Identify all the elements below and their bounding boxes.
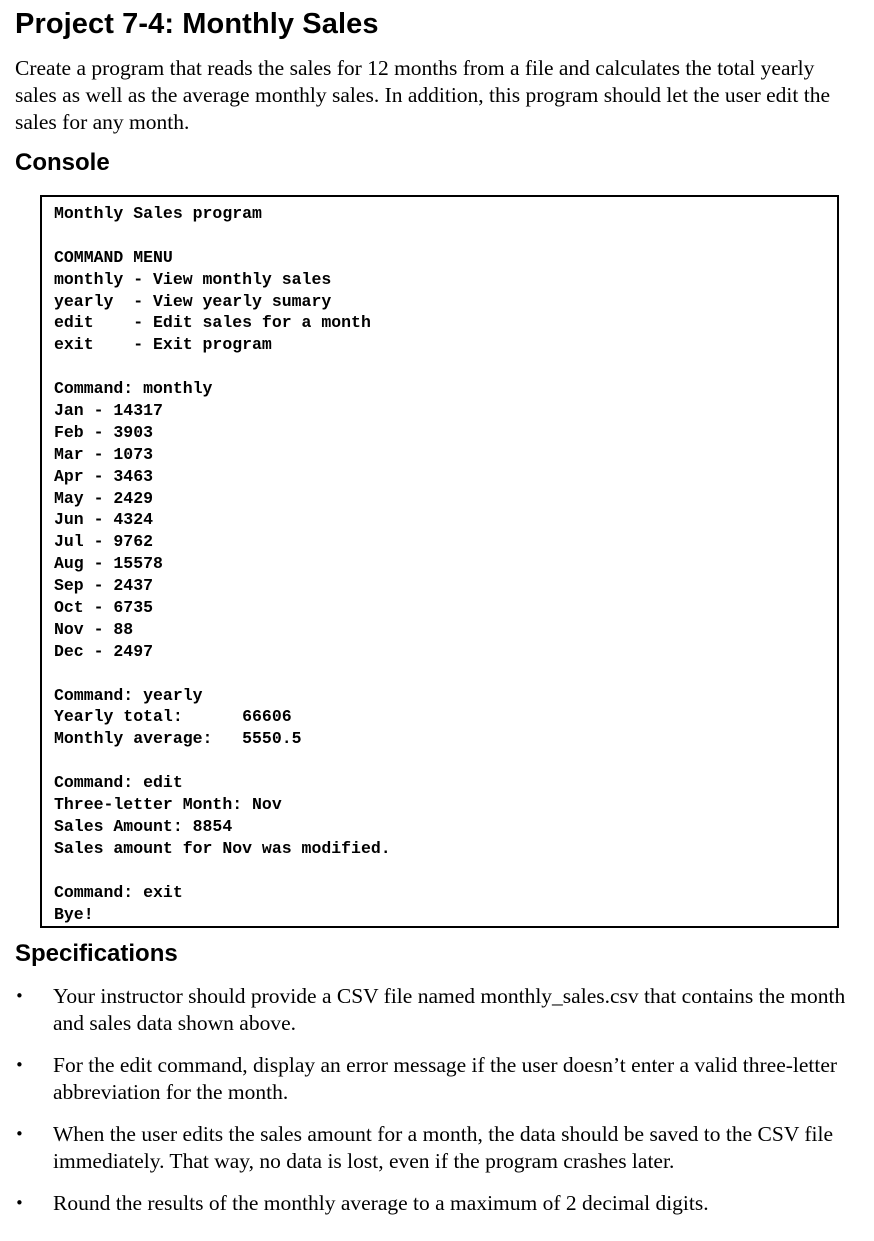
- console-line: Three-letter Month: Nov: [54, 795, 282, 815]
- bullet-icon: •: [15, 1125, 24, 1143]
- console-line: Aug - 15578: [54, 554, 163, 574]
- console-heading: Console: [15, 149, 110, 176]
- specification-item: [15, 983, 865, 1037]
- console-line: Monthly average: 5550.5: [54, 729, 302, 749]
- console-line: monthly - View monthly sales: [54, 269, 332, 289]
- console-line: Sales Amount: 8854: [54, 816, 233, 836]
- console-line: Yearly total: 66606: [54, 707, 292, 727]
- console-line: Monthly Sales program: [54, 204, 262, 223]
- console-line: [54, 750, 837, 772]
- console-line: Command: monthly: [54, 379, 213, 399]
- console-line: Nov - 88: [54, 619, 134, 639]
- console-line: [54, 356, 837, 378]
- specification-text: When the user edits the sales amount for a month, the data should be saved to the CSV file immediately. That way, no data is lost, even if the program crashes later.: [53, 1122, 833, 1173]
- console-line: Command: yearly: [54, 685, 203, 705]
- bullet-icon: •: [15, 1056, 24, 1074]
- specifications-heading: Specifications: [15, 940, 178, 967]
- intro-paragraph: Create a program that reads the sales for 12 months from a file and calculates the total yearly sales as well as the average monthly sales. In addition, this program should let the user edit the sales for any month.: [15, 56, 831, 134]
- page-title: Project 7-4: Monthly Sales: [15, 8, 379, 40]
- console-line: COMMAND MENU: [54, 247, 173, 267]
- console-line: Jul - 9762: [54, 532, 154, 552]
- console-line: Mar - 1073: [54, 444, 154, 464]
- console-line: edit - Edit sales for a month: [54, 313, 371, 333]
- console-output-box: [40, 195, 839, 928]
- specification-text: For the edit command, display an error message if the user doesn’t enter a valid three-letter abbreviation for the month.: [53, 1053, 838, 1104]
- console-line: yearly - View yearly sumary: [54, 291, 332, 311]
- specification-text: Round the results of the monthly average to a maximum of 2 decimal digits.: [53, 1191, 709, 1215]
- specification-item: [15, 1052, 865, 1106]
- console-line: Sep - 2437: [54, 576, 154, 596]
- bullet-icon: •: [15, 987, 24, 1005]
- specification-item: [15, 1121, 865, 1175]
- console-line: Dec - 2497: [54, 641, 154, 661]
- console-line: May - 2429: [54, 488, 154, 508]
- document-page: [15, 0, 865, 1217]
- console-line: Bye!: [54, 904, 94, 924]
- console-line: Apr - 3463: [54, 466, 154, 486]
- bullet-icon: •: [15, 1194, 24, 1212]
- console-line: [54, 860, 837, 882]
- console-line: Oct - 6735: [54, 598, 154, 618]
- console-line: [54, 225, 837, 247]
- console-line: exit - Exit program: [54, 335, 272, 355]
- console-line: Sales amount for Nov was modified.: [54, 838, 391, 858]
- console-line: Jun - 4324: [54, 510, 154, 530]
- specification-text: Your instructor should provide a CSV file named monthly_sales.csv that contains the month and sales data shown above.: [53, 984, 846, 1035]
- console-line: Feb - 3903: [54, 422, 154, 442]
- console-line: Jan - 14317: [54, 401, 163, 421]
- specifications-list: [15, 983, 865, 1217]
- console-line: Command: exit: [54, 882, 183, 902]
- specification-item: [15, 1190, 865, 1217]
- console-line: [54, 663, 837, 685]
- console-line: Command: edit: [54, 773, 183, 793]
